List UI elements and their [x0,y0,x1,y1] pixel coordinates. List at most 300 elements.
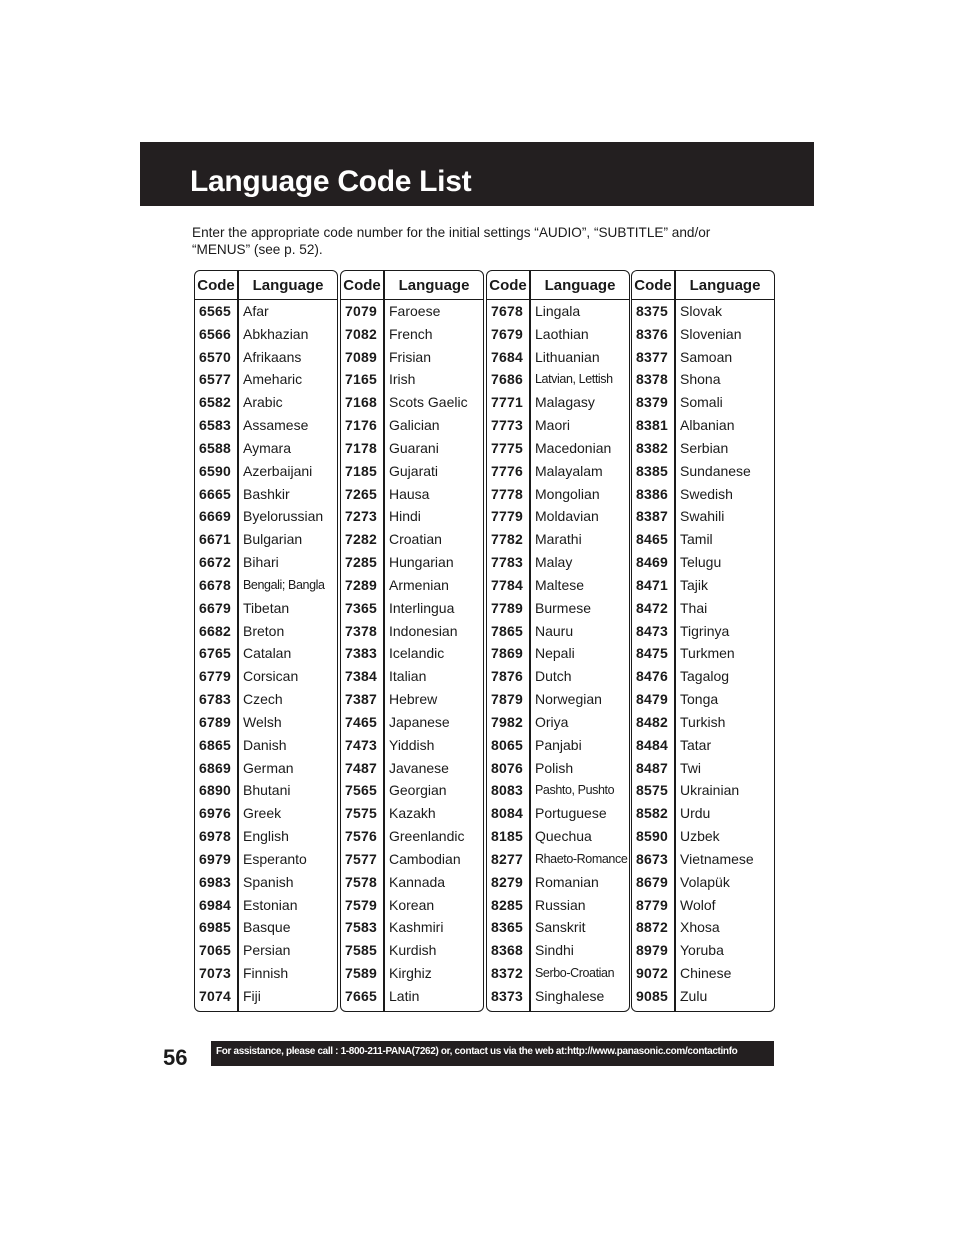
language-code: 9072 [636,965,668,982]
language-name: Icelandic [389,645,445,662]
language-name: Ukrainian [680,782,740,799]
language-code: 8372 [491,965,523,982]
code-table-column [340,270,484,1012]
language-code: 6669 [199,508,231,525]
language-code: 8368 [491,942,523,959]
language-code: 8590 [636,828,668,845]
language-name: Tibetan [243,599,290,616]
language-code: 6789 [199,713,231,730]
table-row [632,437,774,460]
language-code: 7869 [491,645,523,662]
language-code: 6566 [199,325,231,342]
table-row [195,460,337,483]
language-name: Esperanto [243,850,307,867]
table-row [487,802,629,825]
language-code: 7073 [199,965,231,982]
language-code: 6865 [199,736,231,753]
language-code: 8476 [636,668,668,685]
language-name: Rhaeto-Romance [535,851,628,866]
language-name: German [243,759,294,776]
language-code: 7783 [491,554,523,571]
table-row [195,300,337,323]
language-name: Pashto, Pushto [535,783,615,798]
language-name: Bengali; Bangla [243,577,325,592]
language-code: 8277 [491,850,523,867]
language-name: Greek [243,805,282,822]
language-code: 6679 [199,599,231,616]
language-name: Tonga [680,691,719,708]
language-code: 6890 [199,782,231,799]
table-row [341,414,483,437]
language-code: 8378 [636,371,668,388]
language-code: 8469 [636,554,668,571]
language-name: Kazakh [389,805,436,822]
language-code: 8465 [636,531,668,548]
table-row [341,688,483,711]
table-row [341,825,483,848]
table-row [632,734,774,757]
language-code: 6779 [199,668,231,685]
table-row [487,757,629,780]
language-code: 7782 [491,531,523,548]
language-code: 7473 [345,736,377,753]
language-code: 7487 [345,759,377,776]
language-name: Twi [680,759,701,776]
language-code: 8065 [491,736,523,753]
table-row [195,985,337,1008]
language-code: 7465 [345,713,377,730]
language-code: 6976 [199,805,231,822]
language-code: 6783 [199,691,231,708]
language-code: 8381 [636,417,668,434]
table-row [487,414,629,437]
language-code: 7576 [345,828,377,845]
language-code: 8482 [636,713,668,730]
language-name: Zulu [680,987,708,1004]
table-row [195,391,337,414]
language-name: Chinese [680,965,732,982]
language-code: 7771 [491,394,523,411]
table-row [487,665,629,688]
language-code: 7079 [345,303,377,319]
language-name: Welsh [243,713,282,730]
language-name: Marathi [535,531,582,548]
table-row [487,391,629,414]
language-name: Arabic [243,394,283,411]
language-code: 7665 [345,987,377,1004]
table-row [195,437,337,460]
language-code: 7784 [491,576,523,593]
language-code: 7273 [345,508,377,525]
language-name: Malayalam [535,462,603,479]
language-name: Finnish [243,965,289,982]
table-row [632,505,774,528]
language-code: 7865 [491,622,523,639]
language-code: 8279 [491,873,523,890]
table-header [341,271,483,300]
language-code: 8473 [636,622,668,639]
language-code: 8582 [636,805,668,822]
table-row [632,620,774,643]
table-row [632,665,774,688]
table-row [632,323,774,346]
table-row [632,894,774,917]
table-row [341,848,483,871]
language-code: 6869 [199,759,231,776]
language-name: Wolof [680,896,716,913]
language-name: Bihari [243,554,279,571]
language-name: Mongolian [535,485,600,502]
table-row [487,346,629,369]
table-row [487,711,629,734]
language-name: Assamese [243,417,309,434]
table-row [487,962,629,985]
language-code: 8382 [636,439,668,456]
language-name: Uzbek [680,828,720,845]
language-code: 7776 [491,462,523,479]
table-row [195,574,337,597]
language-name: Tajik [680,576,709,593]
language-code: 6984 [199,896,231,913]
table-row [632,300,774,323]
table-row [487,894,629,917]
language-code: 7879 [491,691,523,708]
table-row [341,916,483,939]
language-name: Yoruba [680,942,724,959]
table-row [341,460,483,483]
table-row [632,414,774,437]
table-row [632,871,774,894]
table-row [632,597,774,620]
language-code: 6588 [199,439,231,456]
table-row [487,528,629,551]
table-row [487,916,629,939]
language-code: 8379 [636,394,668,411]
language-name: Moldavian [535,508,599,525]
table-row [487,871,629,894]
table-row [341,346,483,369]
table-row [195,939,337,962]
language-name: Panjabi [535,736,582,753]
language-code: 7065 [199,942,231,959]
table-header [487,271,629,300]
language-name: Somali [680,394,723,411]
table-row [487,939,629,962]
language-code: 6583 [199,417,231,434]
table-row [632,574,774,597]
language-name: Urdu [680,805,711,822]
table-row [195,528,337,551]
language-code: 8484 [636,736,668,753]
language-code: 8475 [636,645,668,662]
language-code: 7089 [345,348,377,365]
language-code: 8386 [636,485,668,502]
table-row [195,894,337,917]
table-row [341,734,483,757]
table-row [341,300,483,323]
code-table-column [194,270,338,1012]
language-name: Tagalog [680,668,730,685]
language-name: Nepali [535,645,575,662]
language-name: Gujarati [389,462,439,479]
language-code: 7384 [345,668,377,685]
language-name: Estonian [243,896,298,913]
language-name: Bhutani [243,782,291,799]
language-name: French [389,325,433,342]
table-row [632,779,774,802]
language-name: Hungarian [389,554,454,571]
language-code: 7684 [491,348,523,365]
language-name: Nauru [535,622,574,639]
language-name: Scots Gaelic [389,394,468,411]
table-row [341,962,483,985]
language-name: Kashmiri [389,919,444,936]
table-row [341,620,483,643]
table-row [341,368,483,391]
language-code: 7282 [345,531,377,548]
language-name: Vietnamese [680,850,754,867]
page-title: Language Code List [190,165,472,198]
table-row [341,551,483,574]
language-code: 7773 [491,417,523,434]
table-row [632,391,774,414]
language-name: Frisian [389,348,432,365]
language-name: Dutch [535,668,572,685]
language-code: 6565 [199,303,231,319]
language-name: Japanese [389,713,450,730]
intro-text: Enter the appropriate code number for the initial settings “AUDIO”, “SUBTITLE” and/or “MENUS” (see p. 52). [192,225,711,257]
language-code: 7387 [345,691,377,708]
language-name: Serbo-Croatian [535,966,615,981]
language-code: 8387 [636,508,668,525]
language-name: Korean [389,896,435,913]
language-name: Swedish [680,485,733,502]
language-name: Samoan [680,348,733,365]
language-code: 7565 [345,782,377,799]
table-row [341,779,483,802]
table-row [632,757,774,780]
table-row [487,734,629,757]
language-code: 6582 [199,394,231,411]
table-row [341,894,483,917]
language-code: 7176 [345,417,377,434]
language-code: 6983 [199,873,231,890]
language-code: 7778 [491,485,523,502]
language-name: Lithuanian [535,348,600,365]
table-row [341,757,483,780]
language-code: 7589 [345,965,377,982]
table-row [632,528,774,551]
language-code: 7585 [345,942,377,959]
header-code: Code [343,277,381,294]
language-code: 7285 [345,554,377,571]
table-row [632,483,774,506]
header-code: Code [634,277,672,294]
language-name: Hebrew [389,691,438,708]
language-name: Greenlandic [389,828,465,845]
language-name: Abkhazian [243,325,309,342]
code-table-column [486,270,630,1012]
table-row [487,323,629,346]
table-row [487,505,629,528]
language-name: Galician [389,417,440,434]
language-code: 7383 [345,645,377,662]
language-name: Sanskrit [535,919,586,936]
language-code: 6978 [199,828,231,845]
language-code: 8472 [636,599,668,616]
language-code: 6765 [199,645,231,662]
language-code: 7575 [345,805,377,822]
language-code: 7876 [491,668,523,685]
table-row [195,825,337,848]
language-code: 8385 [636,462,668,479]
table-row [195,757,337,780]
language-name: Kannada [389,873,446,890]
table-row [632,825,774,848]
language-name: Lingala [535,303,581,319]
language-name: Quechua [535,828,592,845]
table-row [487,620,629,643]
language-code: 7775 [491,439,523,456]
table-header [632,271,774,300]
language-name: Byelorussian [243,508,324,525]
language-code: 8375 [636,303,668,319]
language-name: Sindhi [535,942,574,959]
table-row [195,871,337,894]
header-code: Code [489,277,527,294]
language-code: 8779 [636,896,668,913]
language-code: 6672 [199,554,231,571]
table-row [341,437,483,460]
language-code: 6577 [199,371,231,388]
language-code: 7789 [491,599,523,616]
table-row [487,460,629,483]
language-name: Slovenian [680,325,742,342]
language-name: Fiji [243,987,261,1004]
table-row [195,734,337,757]
language-name: Breton [243,622,285,639]
footer-bar [211,1041,774,1066]
language-name: Turkmen [680,645,735,662]
language-name: Yiddish [389,736,435,753]
language-name: Czech [243,691,283,708]
language-name: Maltese [535,576,585,593]
table-row [341,391,483,414]
table-row [487,597,629,620]
language-name: Azerbaijani [243,462,313,479]
table-row [195,620,337,643]
code-table-column [631,270,775,1012]
table-row [341,665,483,688]
language-name: Croatian [389,531,442,548]
language-code: 6682 [199,622,231,639]
language-code: 8377 [636,348,668,365]
header-code: Code [197,277,235,294]
table-row [341,323,483,346]
table-row [195,779,337,802]
table-row [632,551,774,574]
table-row [487,825,629,848]
language-code: 7265 [345,485,377,502]
table-row [195,368,337,391]
language-code: 7779 [491,508,523,525]
language-code: 6665 [199,485,231,502]
language-name: Kurdish [389,942,437,959]
language-code: 8285 [491,896,523,913]
language-name: Swahili [680,508,725,525]
table-row [341,642,483,665]
table-row [195,483,337,506]
language-code: 7679 [491,325,523,342]
table-row [195,688,337,711]
table-row [632,711,774,734]
language-name: Albanian [680,417,735,434]
table-row [487,300,629,323]
language-name: Laothian [535,325,589,342]
table-header [195,271,337,300]
table-row [341,528,483,551]
language-name: Oriya [535,713,569,730]
table-row [195,505,337,528]
table-row [632,939,774,962]
table-row [195,323,337,346]
language-code: 6570 [199,348,231,365]
language-code: 7982 [491,713,523,730]
language-code: 7579 [345,896,377,913]
table-rows [341,300,483,1008]
table-row [632,962,774,985]
table-row [487,437,629,460]
language-code: 6671 [199,531,231,548]
language-name: Kirghiz [389,965,432,982]
table-row [195,346,337,369]
language-name: Malagasy [535,394,595,411]
table-row [195,916,337,939]
table-row [632,916,774,939]
table-row [195,665,337,688]
page-number: 56 [163,1045,188,1070]
table-row [341,939,483,962]
table-rows [632,300,774,1008]
language-code: 7365 [345,599,377,616]
table-rows [487,300,629,1008]
table-row [195,802,337,825]
language-name: Cambodian [389,850,461,867]
footer-assistance-text: For assistance, please call : 1-800-211-PANA(7262) or, contact us via the web at:http://www.panasonic.com/contactinfo [216,1046,738,1057]
language-name: Singhalese [535,987,605,1004]
table-rows [195,300,337,1008]
language-name: Georgian [389,782,447,799]
language-code: 7082 [345,325,377,342]
language-code: 8872 [636,919,668,936]
table-row [341,574,483,597]
table-row [632,985,774,1008]
language-name: Tamil [680,531,713,548]
language-code: 7178 [345,439,377,456]
language-code: 9085 [636,987,668,1004]
language-code: 8575 [636,782,668,799]
table-row [487,848,629,871]
language-name: Persian [243,942,291,959]
header-language: Language [689,277,761,294]
language-name: Maori [535,417,571,434]
language-code: 6590 [199,462,231,479]
language-name: Bashkir [243,485,290,502]
table-row [487,551,629,574]
language-name: Tatar [680,736,712,753]
header-language: Language [252,277,324,294]
language-code: 7168 [345,394,377,411]
